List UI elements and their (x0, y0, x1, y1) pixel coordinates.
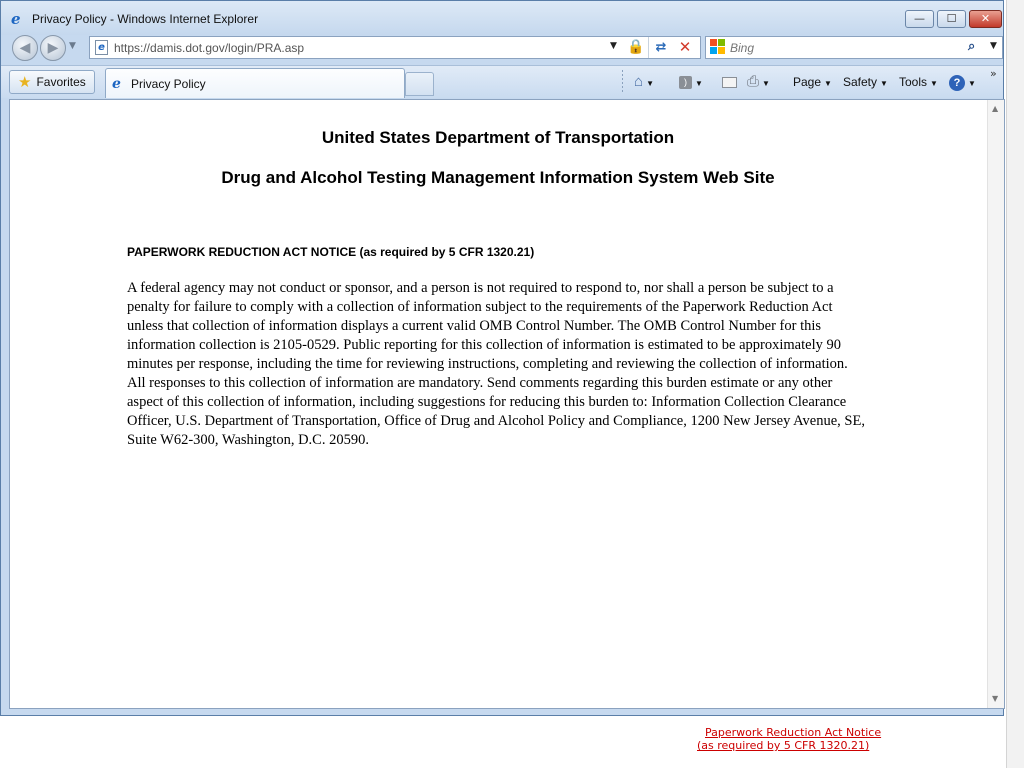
print-button[interactable] (747, 73, 770, 91)
favorites-button[interactable] (9, 70, 95, 94)
search-icon[interactable]: ⌕ (968, 39, 976, 54)
read-mail-button[interactable] (722, 73, 737, 91)
mail-icon (722, 77, 737, 88)
maximize-button[interactable]: ☐ (937, 10, 966, 28)
star-icon: ★ (18, 73, 32, 91)
forward-arrow-icon: ▶ (47, 40, 59, 56)
tools-menu-label: Tools (899, 75, 928, 89)
back-button[interactable] (12, 35, 38, 61)
background-scrollbar[interactable] (1006, 0, 1024, 768)
safety-menu-label: Safety (843, 75, 878, 89)
recent-pages-dropdown-icon[interactable]: ▼ (69, 41, 76, 51)
scroll-down-icon[interactable]: ▼ (992, 694, 999, 703)
lock-icon[interactable]: 🔒 (627, 39, 645, 55)
address-separator (648, 37, 649, 58)
back-arrow-icon: ◀ (19, 40, 31, 56)
print-dropdown-icon: ▼ (762, 79, 770, 88)
home-dropdown-icon: ▼ (646, 79, 654, 88)
new-tab-button[interactable] (405, 72, 434, 96)
help-button[interactable] (949, 73, 976, 91)
paperwork-notice-link-sub[interactable]: (as required by 5 CFR 1320.21) (697, 739, 870, 752)
search-dropdown-icon[interactable]: ▼ (990, 41, 997, 51)
address-dropdown-icon[interactable]: ▼ (610, 41, 617, 51)
ie-logo-icon: e (11, 10, 21, 28)
more-commands-chevron-icon[interactable]: » (990, 67, 997, 80)
rss-icon: ) (679, 76, 692, 89)
ie-tab-icon: e (112, 76, 121, 92)
page-dropdown-icon: ▼ (824, 79, 832, 88)
safety-menu[interactable] (843, 73, 888, 91)
window-title: Privacy Policy - Windows Internet Explorer (32, 12, 259, 26)
feeds-dropdown-icon: ▼ (695, 79, 703, 88)
tools-menu[interactable] (899, 73, 938, 91)
help-icon: ? (949, 75, 965, 91)
stop-icon[interactable]: ✕ (678, 38, 692, 56)
printer-icon: ⎙ (747, 73, 760, 90)
minimize-button[interactable]: — (905, 10, 934, 28)
tab-label: Privacy Policy (131, 77, 206, 91)
notice-body: A federal agency may not conduct or sponsor, and a person is not required to respond to, nor shall a person be subject to a penalty for failure to comply with a collection of information subject to the requirements of the Paperwork Reduction Act unless that collection of information displays a current valid OMB Control Number. The OMB Control Number for this information collection is 2105-0529. Public reporting for this collection of information is estimated to be approximately 90 minutes per response, including the time for reviewing instructions, completing and reviewing the collection of information. All responses to this collection of information are mandatory. Send comments regarding this burden estimate or any other aspect of this collection of information, including suggestions for reducing this burden to: Information Collection Clearance Officer, U.S. Department of Transportation, Office of Drug and Alcohol Policy and Compliance, 1200 New Jersey Avenue, SE, Suite W62-300, Washington, D.C. 20590. (127, 280, 865, 448)
page-subtitle: Drug and Alcohol Testing Management Information System Web Site (221, 168, 775, 187)
tools-dropdown-icon: ▼ (930, 79, 938, 88)
command-bar-grip[interactable] (622, 70, 623, 94)
page-icon: e (95, 40, 108, 55)
safety-dropdown-icon: ▼ (880, 79, 888, 88)
page-title: United States Department of Transportation (321, 128, 675, 147)
close-button[interactable]: ✕ (969, 10, 1002, 28)
page-menu-label: Page (793, 75, 822, 89)
search-input[interactable] (730, 39, 950, 56)
forward-button[interactable] (40, 35, 66, 61)
address-bar[interactable] (89, 36, 701, 59)
tab-privacy-policy[interactable] (105, 68, 405, 98)
search-bar[interactable] (705, 36, 1003, 59)
favorites-label: Favorites (36, 75, 86, 89)
feeds-button[interactable] (679, 73, 703, 91)
bing-logo-icon (710, 39, 726, 55)
vertical-scrollbar[interactable] (987, 100, 1005, 708)
help-dropdown-icon: ▼ (968, 79, 976, 88)
tab-row (1, 65, 1003, 98)
scroll-up-icon[interactable]: ▲ (992, 104, 999, 113)
home-button[interactable] (634, 73, 654, 91)
address-input[interactable] (114, 39, 604, 56)
section-title: PAPERWORK REDUCTION ACT NOTICE (as required by 5 CFR 1320.21) (127, 245, 535, 259)
title-bar (1, 1, 1003, 35)
content-viewport (9, 99, 1005, 709)
refresh-icon[interactable]: ⇄ (655, 40, 667, 55)
page-menu[interactable] (793, 73, 832, 91)
window-bottom-border (1, 709, 1003, 715)
home-icon: ⌂ (634, 73, 644, 90)
paperwork-notice-link[interactable]: Paperwork Reduction Act Notice (705, 726, 882, 739)
